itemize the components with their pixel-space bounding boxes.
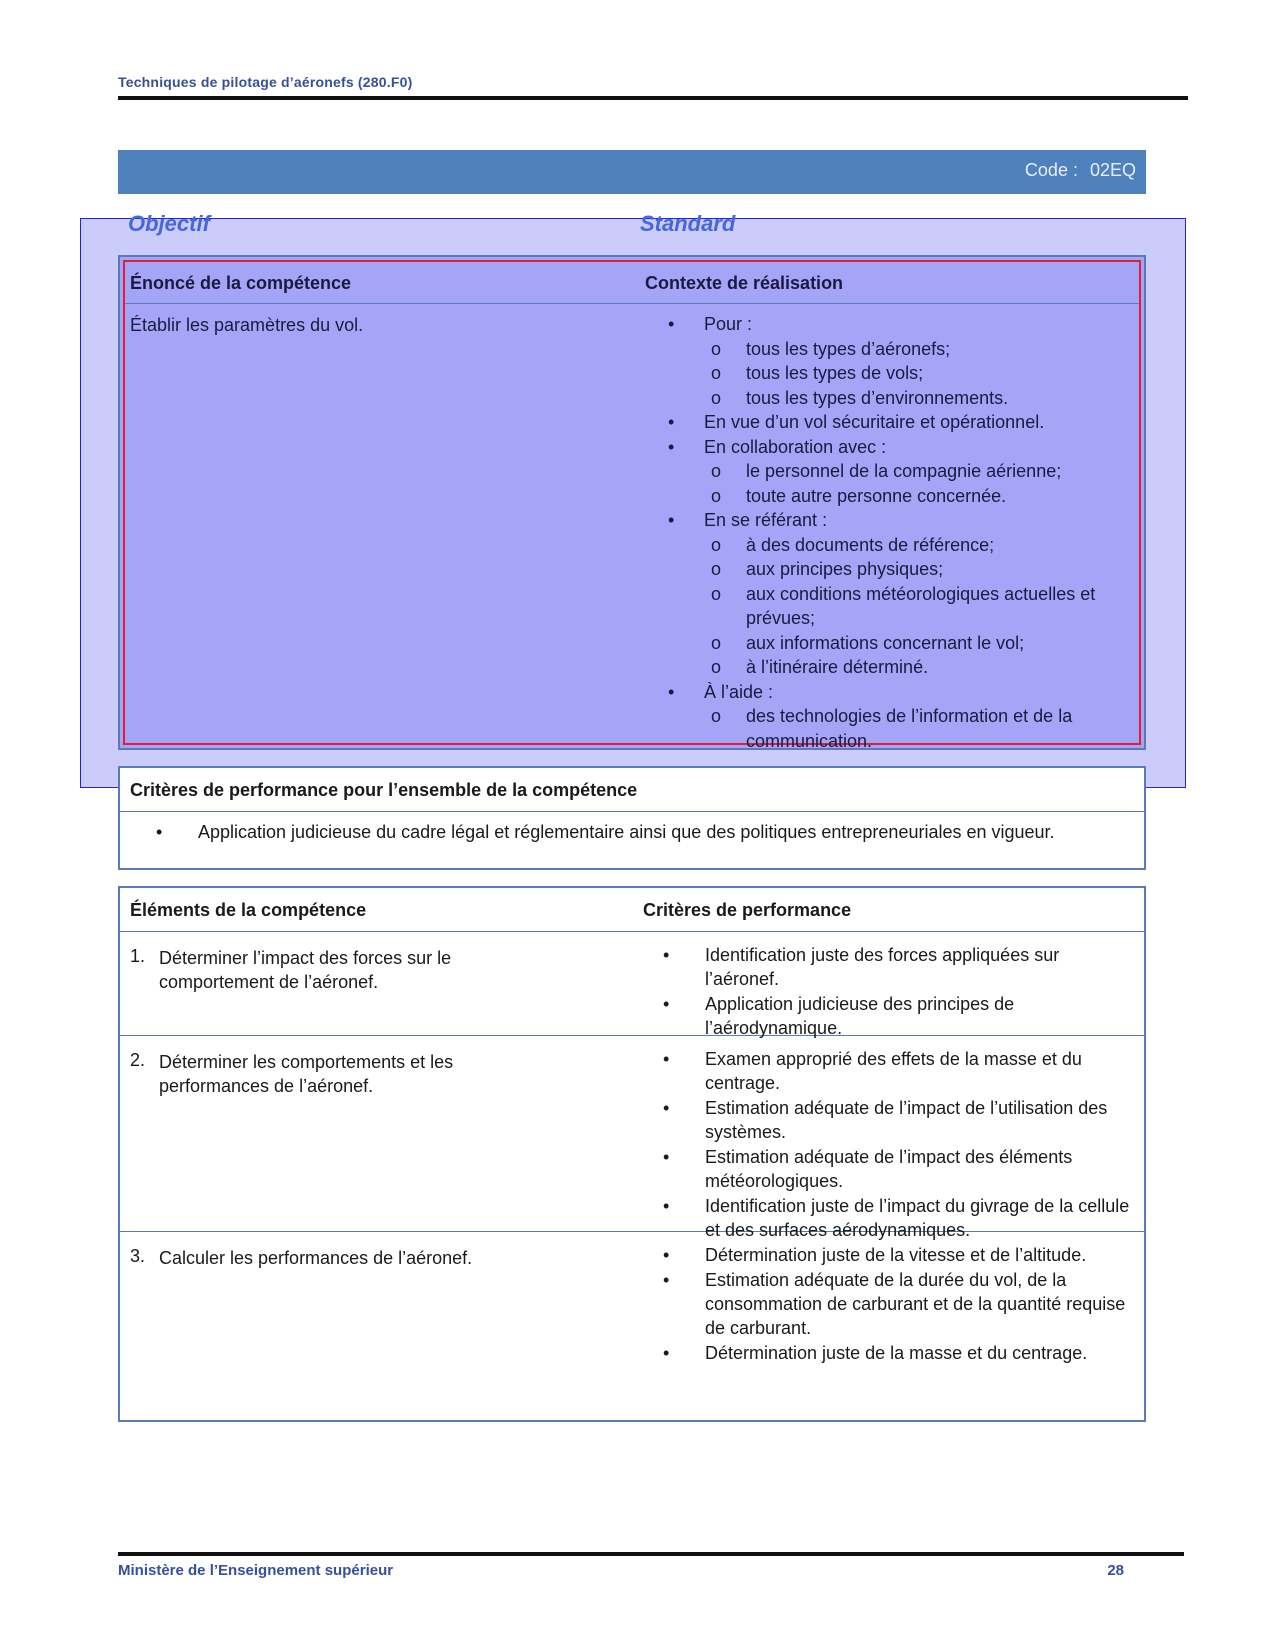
criterion-item: • Détermination juste de la vitesse et de l’altitude. bbox=[705, 1243, 1130, 1267]
element-number: 2. bbox=[130, 1050, 146, 1070]
context-item-text: toute autre personne concernée. bbox=[746, 485, 1007, 506]
context-subitem bbox=[668, 582, 1138, 631]
criterion-item: • Identification juste de l’impact du givrage de la cellule et des surfaces aérodynamiques. bbox=[705, 1194, 1130, 1242]
criterion-item: • Examen approprié des effets de la masse et du centrage. bbox=[705, 1047, 1130, 1095]
statement-header-row bbox=[125, 262, 1139, 304]
code-value: 02EQ bbox=[1089, 160, 1136, 180]
sub-bullet-marker: o bbox=[711, 363, 722, 383]
footer-text-row bbox=[118, 1562, 1184, 1582]
overall-criteria-item: • Application judicieuse du cadre légal et réglementaire ainsi que des politiques entrepreneuriales en vigueur. bbox=[198, 820, 1128, 844]
context-item-text: à des documents de référence; bbox=[746, 534, 995, 555]
context-list bbox=[668, 312, 1138, 753]
context-item-text: En collaboration avec : bbox=[704, 436, 887, 457]
footer-rule bbox=[118, 1552, 1184, 1556]
context-item bbox=[668, 410, 1138, 435]
criterion-item: • Application judicieuse des principes de l’aérodynamique. bbox=[705, 992, 1130, 1040]
code-bar bbox=[118, 150, 1146, 194]
page-footer bbox=[118, 1552, 1184, 1582]
sub-bullet-marker: o bbox=[711, 632, 722, 653]
context-item bbox=[668, 508, 1138, 533]
context-item bbox=[668, 680, 1138, 705]
code-label: Code : bbox=[1024, 160, 1078, 180]
criterion-item: • Estimation adéquate de l’impact des éléments météorologiques. bbox=[705, 1145, 1130, 1193]
context-item-text: aux principes physiques; bbox=[746, 559, 944, 579]
context-item-text: aux conditions météorologiques actuelles et prévues; bbox=[746, 583, 1096, 628]
context-subitem bbox=[668, 655, 1138, 680]
elements-heading: Éléments de la compétence bbox=[130, 900, 367, 920]
element-row-2 bbox=[120, 1036, 1144, 1240]
context-subitem bbox=[668, 386, 1138, 411]
statement-box bbox=[118, 255, 1146, 750]
sub-bullet-marker: o bbox=[711, 485, 722, 506]
criterion-item: • Estimation adéquate de l’impact de l’utilisation des systèmes. bbox=[705, 1096, 1130, 1144]
sub-bullet-marker: o bbox=[711, 583, 722, 604]
page-header bbox=[118, 74, 1188, 100]
context-subitem bbox=[668, 704, 1138, 753]
context-heading: Contexte de réalisation bbox=[645, 273, 844, 293]
header-rule bbox=[118, 96, 1188, 100]
sub-bullet-marker: o bbox=[711, 706, 722, 726]
criterion-item: • Estimation adéquate de la durée du vol, de la consommation de carburant et de la quantité requise de carburant. bbox=[705, 1268, 1130, 1340]
context-item bbox=[668, 312, 1138, 337]
element-text: Déterminer les comportements et les performances de l’aéronef. bbox=[159, 1052, 454, 1096]
context-subitem bbox=[668, 337, 1138, 362]
element-text: Déterminer l’impact des forces sur le comportement de l’aéronef. bbox=[159, 948, 452, 992]
page-number: 28 bbox=[1107, 1562, 1124, 1579]
context-subitem bbox=[668, 533, 1138, 558]
element-row-1 bbox=[120, 932, 1144, 1036]
sub-bullet-marker: o bbox=[711, 559, 722, 579]
sub-bullet-marker: o bbox=[711, 534, 722, 555]
elements-header-row bbox=[120, 888, 1144, 932]
footer-ministry: Ministère de l’Enseignement supérieur bbox=[118, 1562, 394, 1579]
context-item-text: tous les types d’environnements. bbox=[746, 387, 1009, 408]
context-item-text: aux informations concernant le vol; bbox=[746, 632, 1025, 653]
overall-criteria-box bbox=[118, 766, 1146, 870]
context-item-text: tous les types de vols; bbox=[746, 363, 924, 383]
sub-bullet-marker: o bbox=[711, 338, 722, 359]
overall-criteria-header bbox=[120, 768, 1144, 812]
context-subitem bbox=[668, 459, 1138, 484]
competency-code bbox=[1025, 160, 1136, 181]
context-item-text: à l’itinéraire déterminé. bbox=[746, 657, 929, 677]
criterion-item: • Identification juste des forces appliquées sur l’aéronef. bbox=[705, 943, 1130, 991]
element-number: 3. bbox=[130, 1246, 146, 1266]
context-item-text: À l’aide : bbox=[704, 681, 774, 702]
context-item-text: des technologies de l’information et de la communication. bbox=[746, 706, 1073, 751]
criteria-list bbox=[705, 1243, 1130, 1366]
element-number: 1. bbox=[130, 946, 146, 966]
context-subitem bbox=[668, 361, 1138, 386]
context-subitem bbox=[668, 631, 1138, 656]
context-item-text: Pour : bbox=[704, 314, 753, 334]
column-headings bbox=[128, 211, 1128, 237]
context-item-text: tous les types d’aéronefs; bbox=[746, 338, 951, 359]
overall-criteria-heading: Critères de performance pour l’ensemble de la compétence bbox=[130, 780, 638, 800]
statement-heading: Énoncé de la compétence bbox=[130, 273, 352, 293]
statement-text: Établir les paramètres du vol. bbox=[130, 315, 364, 335]
sub-bullet-marker: o bbox=[711, 387, 722, 408]
performance-criteria-heading: Critères de performance bbox=[643, 900, 852, 920]
context-item-text: le personnel de la compagnie aérienne; bbox=[746, 461, 1062, 481]
element-text: Calculer les performances de l’aéronef. bbox=[159, 1248, 473, 1268]
sub-bullet-marker: o bbox=[711, 461, 722, 481]
program-title: Techniques de pilotage d’aéronefs (280.F0) bbox=[118, 74, 413, 90]
criteria-list bbox=[705, 943, 1130, 1041]
standard-heading: Standard bbox=[640, 211, 736, 236]
criteria-list bbox=[705, 1047, 1130, 1243]
context-subitem bbox=[668, 557, 1138, 582]
statement-highlight bbox=[123, 260, 1141, 751]
objective-heading: Objectif bbox=[128, 211, 210, 236]
context-item-text: En se référant : bbox=[704, 510, 828, 530]
criterion-item: • Détermination juste de la masse et du centrage. bbox=[705, 1341, 1130, 1365]
context-item bbox=[668, 435, 1138, 460]
sub-bullet-marker: o bbox=[711, 657, 722, 677]
elements-table bbox=[118, 886, 1146, 1422]
context-subitem bbox=[668, 484, 1138, 509]
element-row-3 bbox=[120, 1232, 1144, 1418]
context-item-text: En vue d’un vol sécuritaire et opérationnel. bbox=[704, 412, 1045, 432]
